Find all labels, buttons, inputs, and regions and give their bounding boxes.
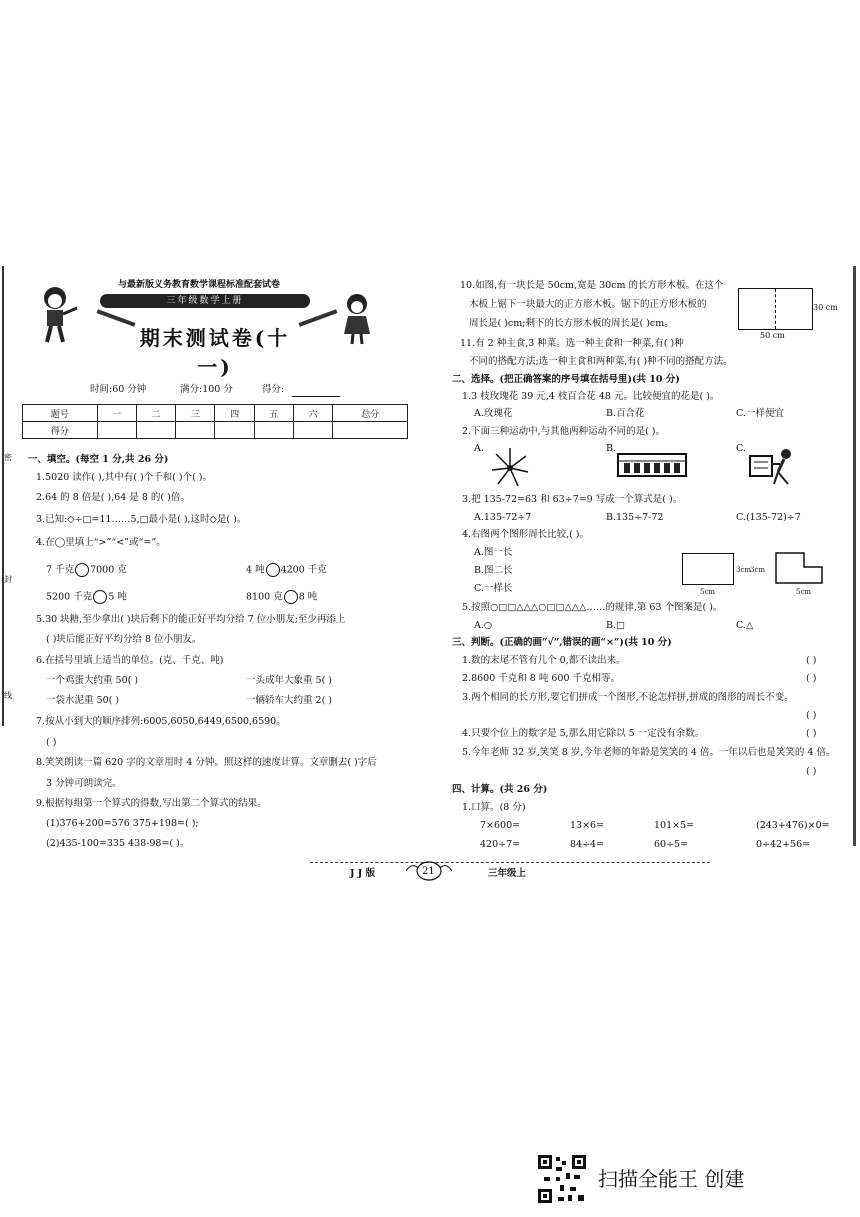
choice-4-b[interactable]: B.图二长 [474, 565, 513, 576]
oral-calc-heading: 1.口算。(8 分) [462, 802, 526, 813]
question-5-line-2: ( )块后能正好平均分给 8 位小朋友。 [46, 634, 202, 645]
question-10-line-2: 木板上锯下一块最大的正方形木板。锯下的正方形木板的 [469, 299, 707, 310]
choice-3-c[interactable]: C.(135-72)÷7 [736, 512, 801, 523]
question-6: 6.在括号里填上适当的单位。(克、千克、吨) [36, 655, 224, 666]
footer-edition: J J 版 [350, 868, 376, 879]
series-line: 与最新版义务教育数学课程标准配套试卷 [118, 280, 281, 290]
oral-calc-item: (243+476)×0= [756, 820, 830, 831]
choice-3-a[interactable]: A.135-72÷7 [474, 512, 532, 523]
compare-left: 4 吨 [246, 564, 265, 576]
side-mark: 封 [4, 575, 12, 584]
oral-calc-item: 13×6= [570, 820, 605, 831]
choice-3: 3.把 135-72=63 和 63÷7=9 写成一个算式是( )。 [462, 494, 683, 505]
choice-5-b[interactable]: B.□ [606, 620, 625, 631]
grade-band-label: 三年级数学上册 [166, 296, 244, 306]
abacus-icon [616, 450, 690, 480]
judge-2: 2.8600 千克和 8 吨 600 千克相等。 [462, 673, 621, 684]
choice-1-a[interactable]: A.玫瑰花 [474, 408, 513, 419]
section-2-heading: 二、选择。(把正确答案的序号填在括号里)(共 10 分) [452, 374, 680, 385]
score-cell: 三 [176, 405, 215, 422]
judge-2-answer[interactable]: ( ) [806, 673, 817, 684]
question-3: 3.已知:◇÷□=11……5,□最小是( ),这时◇是( )。 [36, 514, 247, 525]
compare-right: 8 吨 [298, 591, 318, 603]
compare-row-2a [46, 590, 127, 604]
board-diagram [738, 288, 813, 330]
question-9: 9.根据每组第一个算式的得数,写出第二个算式的结果。 [36, 798, 267, 809]
score-cell: 题号 [23, 405, 98, 422]
question-7-answer: ( ) [46, 737, 57, 748]
question-11-line-2: 不同的搭配方法;选一种主食和两种菜,有( )种不同的搭配方法。 [469, 356, 733, 367]
question-9b: (2)435-100=335 438-98=( )。 [46, 838, 190, 849]
choice-5-c[interactable]: C.△ [736, 620, 754, 631]
compare-right: 5 吨 [108, 591, 127, 603]
boy-figure-icon [33, 284, 81, 346]
push-box-icon [748, 446, 798, 486]
grade-band [100, 294, 310, 308]
judge-3: 3.两个相同的长方形,要它们拼成一个图形,不论怎样拼,拼成的图形的周长不变。 [462, 692, 794, 703]
section-1-heading: 一、填空。(每空 1 分,共 26 分) [28, 454, 169, 465]
score-cell: 一 [97, 405, 136, 422]
oral-calc-item: 420÷7= [480, 839, 521, 850]
oral-calc-item: 7×600= [480, 820, 521, 831]
unit-item: 一袋水泥重 50( ) [46, 695, 120, 706]
pencil-right-icon [299, 309, 338, 326]
figure-two-height: 3cm [750, 566, 766, 574]
page-edge-left [2, 266, 4, 726]
judge-4: 4.只要个位上的数字是 5,那么用它除以 5 一定没有余数。 [462, 728, 705, 739]
compare-row-1a [46, 563, 127, 577]
compare-left: 5200 千克 [46, 591, 93, 603]
board-width-label: 50 cm [760, 331, 785, 340]
choice-1-b[interactable]: B.百合花 [606, 408, 645, 419]
qr-code-icon [536, 1153, 588, 1205]
choice-4: 4.右图两个图形周长比较,( )。 [462, 529, 590, 540]
choice-5: 5.按照○□□△△△○□□△△△……的规律,第 63 个图案是( )。 [462, 602, 723, 613]
figure-one-height: 3cm [736, 566, 752, 574]
question-10-line-1: 10.如图,有一块长是 50cm,宽是 30cm 的长方形木板。在这个 [460, 280, 724, 291]
footer-grade: 三年级上 [488, 868, 527, 879]
unit-item: 一个鸡蛋大约重 50( ) [46, 675, 139, 686]
question-4: 4.在◯里填上“>”“<”或“=”。 [36, 537, 166, 548]
oral-calc-item: 60÷5= [654, 839, 689, 850]
score-table [22, 404, 408, 439]
time-label: 时间:60 分钟 [90, 384, 147, 395]
score-table-header-row [23, 405, 408, 422]
question-8-line-2: 3 分钟可朗读完。 [46, 778, 122, 789]
score-cell[interactable] [294, 422, 333, 439]
score-label: 得分: [262, 384, 285, 395]
compare-right: 7000 克 [90, 564, 127, 576]
choice-5-a[interactable]: A.○ [474, 620, 493, 631]
score-cell: 二 [136, 405, 175, 422]
unit-item: 一辆轿车大约重 2( ) [246, 695, 332, 706]
score-cell[interactable] [176, 422, 215, 439]
fan-icon [488, 446, 532, 488]
judge-1: 1.数的末尾不管有几个 0,都不读出来。 [462, 655, 626, 666]
full-score-label: 满分:100 分 [180, 384, 233, 395]
watermark-text: 扫描全能王 创建 [598, 1167, 745, 1191]
score-table-score-row [23, 422, 408, 439]
page-number: 21 [422, 866, 435, 877]
board-height-label: 30 cm [813, 303, 838, 312]
question-5-line-1: 5.30 块糖,至少拿出( )块后剩下的能正好平均分给 7 位小朋友;至少再添上 [36, 614, 346, 625]
choice-1: 1.3 枝玫瑰花 39 元,4 枝百合花 48 元。比较便宜的花是( )。 [462, 391, 720, 402]
score-cell: 得分 [23, 422, 98, 439]
choice-2: 2.下面三种运动中,与其他两种运动不同的是( )。 [462, 426, 666, 437]
footer-rule [310, 862, 710, 863]
page-title: 期末测试卷(十一) [139, 326, 291, 379]
question-1: 1.5020 读作( ),其中有( )个千和( )个( )。 [36, 472, 213, 483]
compare-circle[interactable] [75, 563, 89, 577]
figure-one-width: 5cm [700, 588, 716, 596]
score-cell[interactable] [254, 422, 293, 439]
score-cell: 六 [294, 405, 333, 422]
compare-right: 4200 千克 [280, 564, 327, 576]
score-cell: 五 [254, 405, 293, 422]
choice-2-a[interactable]: A. [474, 443, 484, 454]
compare-circle[interactable] [266, 563, 280, 577]
figure-one [682, 553, 734, 585]
compare-left: 8100 克 [246, 591, 283, 603]
question-9a: (1)376+200=576 375+198=( ); [46, 818, 199, 829]
score-cell[interactable] [333, 422, 408, 439]
question-10-line-3: 周长是( )cm;剩下的长方形木板的周长是( )cm。 [469, 318, 674, 329]
judge-5: 5.今年老师 32 岁,笑笑 8 岁,今年老师的年龄是笑笑的 4 倍。一年以后也是笑笑的 4 倍。 [462, 747, 836, 758]
section-3-heading: 三、判断。(正确的画“√”,错误的画“×”)(共 10 分) [452, 637, 672, 648]
oral-calc-item: 101×5= [654, 820, 695, 831]
question-2: 2.64 的 8 倍是( ),64 是 8 的( )倍。 [36, 492, 190, 503]
compare-left: 7 千克 [46, 564, 75, 576]
judge-4-answer[interactable]: ( ) [806, 728, 817, 739]
section-4-heading: 四、计算。(共 26 分) [452, 784, 548, 795]
choice-4-c[interactable]: C.一样长 [474, 583, 513, 594]
score-cell[interactable] [136, 422, 175, 439]
cut-line [775, 289, 776, 329]
question-8-line-1: 8.笑笑朗读一篇 620 字的文章用时 4 分钟。照这样的速度计算。文章删去( )字后 [36, 757, 377, 768]
side-mark: 密 [4, 453, 12, 462]
figure-two [774, 551, 834, 585]
score-cell[interactable] [97, 422, 136, 439]
side-mark: 线 [4, 691, 12, 700]
page-edge-right [853, 266, 856, 846]
score-cell: 总分 [333, 405, 408, 422]
question-7: 7.按从小到大的顺序排列:6005,6050,6449,6500,6590。 [36, 716, 286, 727]
choice-4-a[interactable]: A.图一长 [474, 547, 513, 558]
score-cell: 四 [215, 405, 254, 422]
figure-two-width: 5cm [796, 588, 812, 596]
unit-item: 一头成年大象重 5( ) [246, 675, 332, 686]
choice-3-b[interactable]: B.135÷7-72 [606, 512, 664, 523]
oral-calc-item: 0÷42+56= [756, 839, 811, 850]
score-cell[interactable] [215, 422, 254, 439]
choice-2-b[interactable]: B. [606, 443, 617, 454]
judge-3-answer[interactable]: ( ) [806, 710, 817, 721]
choice-2-c[interactable]: C. [736, 443, 746, 454]
question-11-line-1: 11.有 2 种主食,3 种菜。选一种主食和一种菜,有( )种 [460, 338, 684, 349]
compare-row-1b [246, 563, 327, 577]
compare-row-2b [246, 590, 317, 604]
judge-1-answer[interactable]: ( ) [806, 655, 817, 666]
girl-figure-icon [340, 292, 374, 346]
score-blank [292, 396, 340, 397]
oral-calc-item: 84÷4= [570, 839, 605, 850]
compare-circle[interactable] [93, 590, 107, 604]
judge-5-answer[interactable]: ( ) [806, 766, 817, 777]
compare-circle[interactable] [284, 590, 298, 604]
choice-1-c[interactable]: C.一样便宜 [736, 408, 784, 419]
